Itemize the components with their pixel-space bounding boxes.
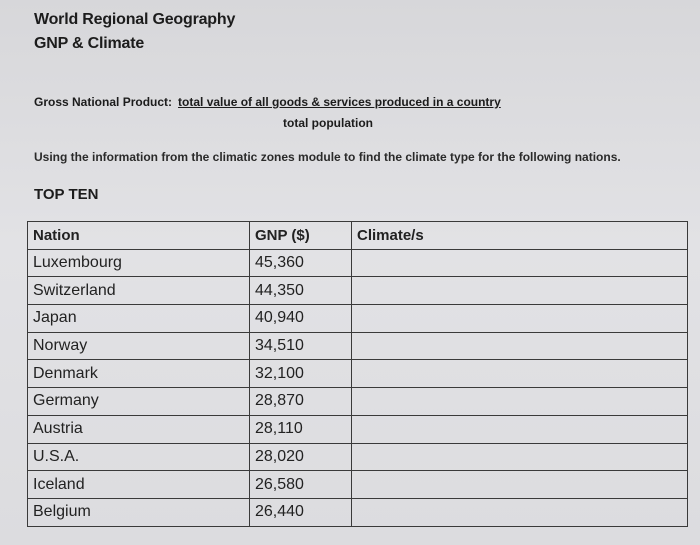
column-header-climate: Climate/s [352, 222, 688, 250]
climate-cell[interactable] [352, 360, 688, 388]
table-row [28, 249, 688, 277]
climate-cell[interactable] [352, 498, 688, 526]
gnp-cell: 26,440 [250, 498, 352, 526]
gnp-cell: 28,020 [250, 443, 352, 471]
nation-cell: Germany [28, 388, 250, 416]
climate-cell[interactable] [352, 249, 688, 277]
gnp-cell: 34,510 [250, 332, 352, 360]
topic-title: GNP & Climate [34, 35, 145, 52]
climate-cell[interactable] [352, 415, 688, 443]
gnp-denominator: total population [283, 116, 373, 130]
gnp-cell: 44,350 [250, 277, 352, 305]
nation-cell: Iceland [28, 471, 250, 499]
column-header-gnp: GNP ($) [250, 222, 352, 250]
instruction-text: Using the information from the climatic zones module to find the climate type for the following nations. [34, 150, 621, 164]
climate-cell[interactable] [352, 277, 688, 305]
nation-cell: Japan [28, 305, 250, 333]
climate-cell[interactable] [352, 471, 688, 499]
climate-cell[interactable] [352, 305, 688, 333]
gnp-numerator: total value of all goods & services produced in a country [178, 95, 501, 109]
nation-cell: Norway [28, 332, 250, 360]
nation-cell: Belgium [28, 498, 250, 526]
nation-cell: Luxembourg [28, 249, 250, 277]
climate-cell[interactable] [352, 332, 688, 360]
table-row [28, 415, 688, 443]
table-row [28, 471, 688, 499]
gnp-definition [34, 95, 501, 109]
climate-cell[interactable] [352, 388, 688, 416]
nation-cell: Denmark [28, 360, 250, 388]
table-row [28, 498, 688, 526]
table-row [28, 332, 688, 360]
gnp-cell: 32,100 [250, 360, 352, 388]
climate-cell[interactable] [352, 443, 688, 471]
gnp-cell: 26,580 [250, 471, 352, 499]
gnp-definition-label: Gross National Product: [34, 95, 173, 109]
gnp-cell: 28,870 [250, 388, 352, 416]
section-label: TOP TEN [34, 186, 99, 203]
gnp-cell: 40,940 [250, 305, 352, 333]
nation-cell: U.S.A. [28, 443, 250, 471]
table-row [28, 388, 688, 416]
table-row [28, 277, 688, 305]
gnp-cell: 28,110 [250, 415, 352, 443]
table-row [28, 360, 688, 388]
gnp-climate-table [27, 221, 688, 527]
gnp-cell: 45,360 [250, 249, 352, 277]
table-header-row [28, 222, 688, 250]
nation-cell: Switzerland [28, 277, 250, 305]
table-row [28, 443, 688, 471]
course-title: World Regional Geography [34, 11, 236, 28]
nation-cell: Austria [28, 415, 250, 443]
column-header-nation: Nation [28, 222, 250, 250]
table-row [28, 305, 688, 333]
